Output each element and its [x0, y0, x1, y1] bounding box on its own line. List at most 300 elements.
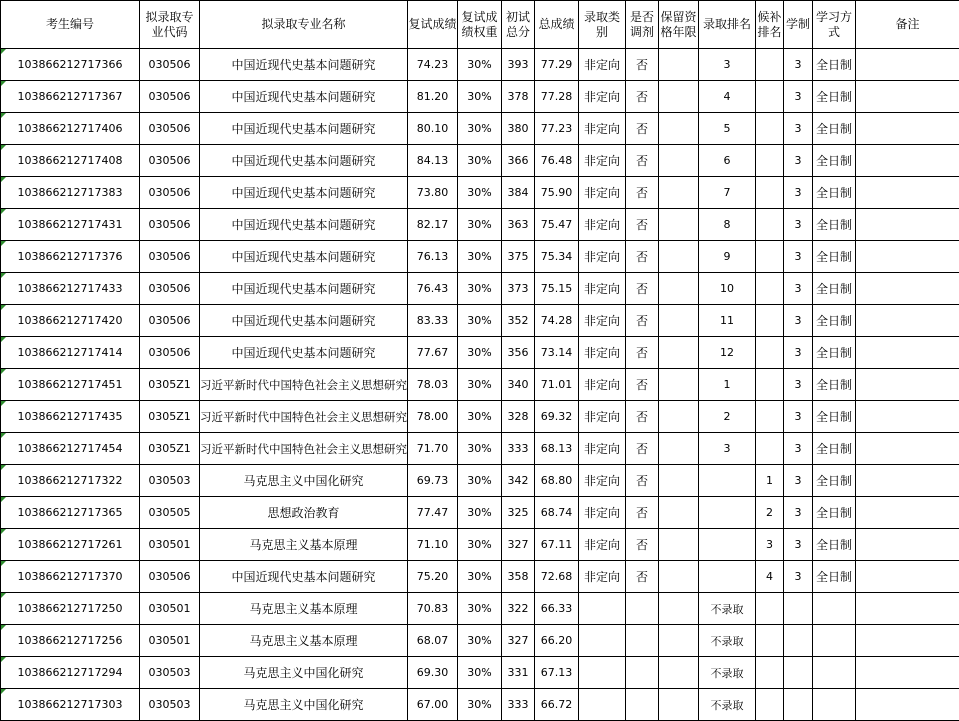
cell-reserve: [659, 657, 699, 689]
cell-adjust: [626, 593, 659, 625]
cell-adjust: 否: [626, 497, 659, 529]
cell-note: [856, 433, 959, 465]
cell-category: 非定向: [579, 177, 626, 209]
header-weight: 复试成绩权重: [458, 1, 502, 49]
cell-total: 76.48: [535, 145, 579, 177]
cell-category: 非定向: [579, 113, 626, 145]
cell-note: [856, 209, 959, 241]
cell-mode: 全日制: [813, 241, 856, 273]
cell-alt: [756, 49, 784, 81]
cell-rank: 3: [699, 433, 756, 465]
cell-adjust: 否: [626, 209, 659, 241]
cell-category: 非定向: [579, 273, 626, 305]
cell-initial: 333: [502, 689, 535, 721]
cell-weight: 30%: [458, 81, 502, 113]
cell-rank: 3: [699, 49, 756, 81]
cell-rank: 7: [699, 177, 756, 209]
cell-retest: 77.67: [408, 337, 458, 369]
cell-adjust: 否: [626, 49, 659, 81]
cell-name: 马克思主义中国化研究: [200, 465, 408, 497]
cell-note: [856, 241, 959, 273]
cell-alt: [756, 401, 784, 433]
header-reserve: 保留资格年限: [659, 1, 699, 49]
cell-name: 中国近现代史基本问题研究: [200, 177, 408, 209]
cell-name: 中国近现代史基本问题研究: [200, 81, 408, 113]
cell-weight: 30%: [458, 49, 502, 81]
cell-retest: 68.07: [408, 625, 458, 657]
cell-initial: 331: [502, 657, 535, 689]
cell-years: 3: [784, 113, 813, 145]
cell-name: 中国近现代史基本问题研究: [200, 113, 408, 145]
cell-initial: 384: [502, 177, 535, 209]
cell-mode: 全日制: [813, 465, 856, 497]
cell-id: 103866212717406: [1, 113, 140, 145]
cell-mode: 全日制: [813, 529, 856, 561]
cell-years: 3: [784, 369, 813, 401]
cell-total: 68.13: [535, 433, 579, 465]
cell-code: 030506: [140, 241, 200, 273]
cell-category: 非定向: [579, 305, 626, 337]
cell-mode: [813, 593, 856, 625]
header-note: 备注: [856, 1, 959, 49]
cell-name: 马克思主义中国化研究: [200, 657, 408, 689]
cell-initial: 375: [502, 241, 535, 273]
cell-name: 习近平新时代中国特色社会主义思想研究: [200, 433, 408, 465]
cell-category: 非定向: [579, 241, 626, 273]
cell-code: 030506: [140, 177, 200, 209]
cell-name: 马克思主义基本原理: [200, 625, 408, 657]
cell-name: 中国近现代史基本问题研究: [200, 241, 408, 273]
cell-retest: 71.10: [408, 529, 458, 561]
cell-initial: 378: [502, 81, 535, 113]
cell-note: [856, 113, 959, 145]
cell-rank: 9: [699, 241, 756, 273]
cell-mode: 全日制: [813, 401, 856, 433]
cell-alt: [756, 113, 784, 145]
table-row: [1, 145, 959, 177]
cell-retest: 76.13: [408, 241, 458, 273]
cell-id: 103866212717451: [1, 369, 140, 401]
cell-initial: 325: [502, 497, 535, 529]
cell-category: 非定向: [579, 433, 626, 465]
cell-code: 030503: [140, 657, 200, 689]
cell-initial: 358: [502, 561, 535, 593]
cell-note: [856, 401, 959, 433]
cell-years: [784, 689, 813, 721]
header-years: 学制: [784, 1, 813, 49]
cell-years: [784, 657, 813, 689]
cell-id: 103866212717383: [1, 177, 140, 209]
cell-years: 3: [784, 209, 813, 241]
cell-code: 030506: [140, 337, 200, 369]
cell-mode: [813, 625, 856, 657]
table-row: [1, 689, 959, 721]
cell-retest: 78.03: [408, 369, 458, 401]
cell-adjust: 否: [626, 369, 659, 401]
cell-reserve: [659, 113, 699, 145]
cell-reserve: [659, 145, 699, 177]
table-row: [1, 81, 959, 113]
cell-mode: 全日制: [813, 81, 856, 113]
cell-initial: 328: [502, 401, 535, 433]
cell-alt: [756, 273, 784, 305]
cell-mode: 全日制: [813, 433, 856, 465]
table-row: [1, 465, 959, 497]
cell-total: 75.15: [535, 273, 579, 305]
cell-retest: 71.70: [408, 433, 458, 465]
cell-name: 中国近现代史基本问题研究: [200, 273, 408, 305]
cell-id: 103866212717414: [1, 337, 140, 369]
table-row: [1, 529, 959, 561]
cell-note: [856, 305, 959, 337]
cell-note: [856, 273, 959, 305]
table-row: [1, 561, 959, 593]
cell-years: 3: [784, 81, 813, 113]
cell-id: 103866212717303: [1, 689, 140, 721]
cell-category: [579, 657, 626, 689]
cell-mode: 全日制: [813, 209, 856, 241]
cell-reserve: [659, 209, 699, 241]
table-row: [1, 657, 959, 689]
cell-years: 3: [784, 497, 813, 529]
table-row: [1, 177, 959, 209]
cell-weight: 30%: [458, 497, 502, 529]
cell-alt: [756, 657, 784, 689]
table-row: [1, 369, 959, 401]
cell-mode: [813, 689, 856, 721]
cell-note: [856, 81, 959, 113]
cell-weight: 30%: [458, 465, 502, 497]
cell-rank: 不录取: [699, 657, 756, 689]
cell-reserve: [659, 273, 699, 305]
cell-adjust: 否: [626, 305, 659, 337]
header-code: 拟录取专业代码: [140, 1, 200, 49]
cell-adjust: [626, 689, 659, 721]
cell-reserve: [659, 561, 699, 593]
cell-initial: 340: [502, 369, 535, 401]
cell-retest: 77.47: [408, 497, 458, 529]
cell-total: 68.74: [535, 497, 579, 529]
cell-alt: [756, 305, 784, 337]
cell-weight: 30%: [458, 209, 502, 241]
cell-total: 67.11: [535, 529, 579, 561]
cell-retest: 81.20: [408, 81, 458, 113]
cell-reserve: [659, 689, 699, 721]
cell-code: 030506: [140, 81, 200, 113]
cell-alt: 3: [756, 529, 784, 561]
cell-rank: 1: [699, 369, 756, 401]
cell-weight: 30%: [458, 689, 502, 721]
cell-category: 非定向: [579, 529, 626, 561]
cell-total: 77.23: [535, 113, 579, 145]
cell-code: 030506: [140, 209, 200, 241]
cell-code: 030506: [140, 49, 200, 81]
cell-retest: 76.43: [408, 273, 458, 305]
cell-id: 103866212717433: [1, 273, 140, 305]
cell-id: 103866212717322: [1, 465, 140, 497]
cell-total: 66.20: [535, 625, 579, 657]
cell-category: 非定向: [579, 561, 626, 593]
cell-rank: 11: [699, 305, 756, 337]
cell-weight: 30%: [458, 401, 502, 433]
cell-rank: 6: [699, 145, 756, 177]
cell-category: 非定向: [579, 369, 626, 401]
cell-rank: 不录取: [699, 625, 756, 657]
cell-id: 103866212717250: [1, 593, 140, 625]
cell-adjust: 否: [626, 561, 659, 593]
table-row: [1, 209, 959, 241]
cell-retest: 74.23: [408, 49, 458, 81]
header-id: 考生编号: [1, 1, 140, 49]
cell-years: 3: [784, 49, 813, 81]
header-row: [1, 1, 959, 49]
cell-rank: 12: [699, 337, 756, 369]
cell-retest: 67.00: [408, 689, 458, 721]
cell-alt: 2: [756, 497, 784, 529]
cell-category: 非定向: [579, 209, 626, 241]
cell-mode: [813, 657, 856, 689]
cell-weight: 30%: [458, 273, 502, 305]
cell-retest: 75.20: [408, 561, 458, 593]
cell-weight: 30%: [458, 337, 502, 369]
cell-total: 68.80: [535, 465, 579, 497]
cell-reserve: [659, 369, 699, 401]
cell-note: [856, 465, 959, 497]
cell-rank: 5: [699, 113, 756, 145]
cell-reserve: [659, 241, 699, 273]
cell-mode: 全日制: [813, 497, 856, 529]
cell-id: 103866212717294: [1, 657, 140, 689]
cell-adjust: 否: [626, 81, 659, 113]
cell-name: 中国近现代史基本问题研究: [200, 337, 408, 369]
cell-years: [784, 625, 813, 657]
cell-name: 中国近现代史基本问题研究: [200, 145, 408, 177]
cell-category: [579, 689, 626, 721]
cell-retest: 73.80: [408, 177, 458, 209]
cell-code: 0305Z1: [140, 369, 200, 401]
cell-years: 3: [784, 561, 813, 593]
cell-code: 030506: [140, 305, 200, 337]
cell-rank: 4: [699, 81, 756, 113]
cell-adjust: [626, 625, 659, 657]
cell-initial: 342: [502, 465, 535, 497]
cell-id: 103866212717365: [1, 497, 140, 529]
cell-years: 3: [784, 337, 813, 369]
cell-retest: 69.30: [408, 657, 458, 689]
cell-note: [856, 625, 959, 657]
cell-adjust: 否: [626, 145, 659, 177]
cell-rank: [699, 465, 756, 497]
table-row: [1, 433, 959, 465]
cell-name: 马克思主义中国化研究: [200, 689, 408, 721]
header-adjust: 是否调剂: [626, 1, 659, 49]
cell-reserve: [659, 177, 699, 209]
cell-code: 030501: [140, 625, 200, 657]
header-category: 录取类别: [579, 1, 626, 49]
cell-total: 75.47: [535, 209, 579, 241]
cell-alt: [756, 209, 784, 241]
cell-reserve: [659, 465, 699, 497]
cell-id: 103866212717366: [1, 49, 140, 81]
cell-initial: 356: [502, 337, 535, 369]
cell-weight: 30%: [458, 369, 502, 401]
cell-category: 非定向: [579, 465, 626, 497]
cell-id: 103866212717435: [1, 401, 140, 433]
cell-weight: 30%: [458, 177, 502, 209]
cell-initial: 373: [502, 273, 535, 305]
cell-weight: 30%: [458, 145, 502, 177]
cell-rank: [699, 497, 756, 529]
cell-total: 69.32: [535, 401, 579, 433]
cell-code: 030506: [140, 145, 200, 177]
cell-category: [579, 625, 626, 657]
cell-code: 030501: [140, 593, 200, 625]
table-row: [1, 593, 959, 625]
table-row: [1, 625, 959, 657]
cell-reserve: [659, 529, 699, 561]
cell-category: 非定向: [579, 145, 626, 177]
cell-note: [856, 145, 959, 177]
cell-id: 103866212717454: [1, 433, 140, 465]
table-row: [1, 113, 959, 145]
table-row: [1, 401, 959, 433]
cell-adjust: 否: [626, 433, 659, 465]
cell-id: 103866212717261: [1, 529, 140, 561]
cell-category: 非定向: [579, 401, 626, 433]
cell-adjust: [626, 657, 659, 689]
cell-name: 马克思主义基本原理: [200, 593, 408, 625]
cell-adjust: 否: [626, 273, 659, 305]
cell-retest: 83.33: [408, 305, 458, 337]
cell-alt: 1: [756, 465, 784, 497]
cell-retest: 69.73: [408, 465, 458, 497]
cell-code: 030503: [140, 465, 200, 497]
cell-name: 中国近现代史基本问题研究: [200, 209, 408, 241]
table-row: [1, 241, 959, 273]
cell-alt: [756, 689, 784, 721]
table-row: [1, 49, 959, 81]
cell-years: 3: [784, 401, 813, 433]
cell-code: 030506: [140, 113, 200, 145]
cell-category: 非定向: [579, 497, 626, 529]
cell-years: 3: [784, 305, 813, 337]
cell-mode: 全日制: [813, 561, 856, 593]
cell-alt: [756, 369, 784, 401]
cell-total: 74.28: [535, 305, 579, 337]
cell-note: [856, 337, 959, 369]
cell-code: 030505: [140, 497, 200, 529]
cell-initial: 380: [502, 113, 535, 145]
cell-initial: 322: [502, 593, 535, 625]
cell-adjust: 否: [626, 529, 659, 561]
cell-code: 030506: [140, 273, 200, 305]
cell-weight: 30%: [458, 433, 502, 465]
cell-code: 0305Z1: [140, 401, 200, 433]
cell-rank: 不录取: [699, 593, 756, 625]
cell-mode: 全日制: [813, 177, 856, 209]
cell-note: [856, 369, 959, 401]
cell-name: 习近平新时代中国特色社会主义思想研究: [200, 369, 408, 401]
cell-weight: 30%: [458, 241, 502, 273]
cell-mode: 全日制: [813, 273, 856, 305]
cell-total: 67.13: [535, 657, 579, 689]
cell-category: 非定向: [579, 81, 626, 113]
table-row: [1, 273, 959, 305]
table-row: [1, 337, 959, 369]
cell-reserve: [659, 305, 699, 337]
header-retest: 复试成绩: [408, 1, 458, 49]
header-name: 拟录取专业名称: [200, 1, 408, 49]
cell-id: 103866212717376: [1, 241, 140, 273]
cell-weight: 30%: [458, 305, 502, 337]
cell-id: 103866212717408: [1, 145, 140, 177]
cell-note: [856, 657, 959, 689]
cell-category: [579, 593, 626, 625]
cell-reserve: [659, 593, 699, 625]
cell-alt: [756, 177, 784, 209]
cell-total: 72.68: [535, 561, 579, 593]
cell-mode: 全日制: [813, 369, 856, 401]
cell-years: 3: [784, 529, 813, 561]
cell-id: 103866212717367: [1, 81, 140, 113]
cell-note: [856, 689, 959, 721]
cell-alt: 4: [756, 561, 784, 593]
header-total: 总成绩: [535, 1, 579, 49]
cell-retest: 82.17: [408, 209, 458, 241]
cell-total: 77.29: [535, 49, 579, 81]
cell-id: 103866212717420: [1, 305, 140, 337]
cell-years: 3: [784, 433, 813, 465]
cell-alt: [756, 625, 784, 657]
cell-initial: 393: [502, 49, 535, 81]
cell-name: 中国近现代史基本问题研究: [200, 49, 408, 81]
cell-rank: [699, 561, 756, 593]
table-row: [1, 305, 959, 337]
cell-alt: [756, 241, 784, 273]
cell-adjust: 否: [626, 177, 659, 209]
cell-retest: 84.13: [408, 145, 458, 177]
table-row: [1, 497, 959, 529]
cell-reserve: [659, 497, 699, 529]
cell-alt: [756, 81, 784, 113]
cell-note: [856, 593, 959, 625]
cell-note: [856, 497, 959, 529]
header-rank: 录取排名: [699, 1, 756, 49]
cell-mode: 全日制: [813, 113, 856, 145]
header-alt: 候补排名: [756, 1, 784, 49]
cell-note: [856, 561, 959, 593]
cell-code: 030503: [140, 689, 200, 721]
cell-years: 3: [784, 241, 813, 273]
cell-weight: 30%: [458, 657, 502, 689]
cell-mode: 全日制: [813, 49, 856, 81]
cell-reserve: [659, 625, 699, 657]
cell-initial: 327: [502, 625, 535, 657]
cell-reserve: [659, 49, 699, 81]
cell-name: 习近平新时代中国特色社会主义思想研究: [200, 401, 408, 433]
cell-mode: 全日制: [813, 337, 856, 369]
cell-total: 75.90: [535, 177, 579, 209]
cell-retest: 78.00: [408, 401, 458, 433]
cell-reserve: [659, 337, 699, 369]
cell-mode: 全日制: [813, 145, 856, 177]
cell-name: 中国近现代史基本问题研究: [200, 305, 408, 337]
cell-mode: 全日制: [813, 305, 856, 337]
cell-rank: 不录取: [699, 689, 756, 721]
cell-total: 66.72: [535, 689, 579, 721]
cell-rank: 8: [699, 209, 756, 241]
cell-reserve: [659, 433, 699, 465]
